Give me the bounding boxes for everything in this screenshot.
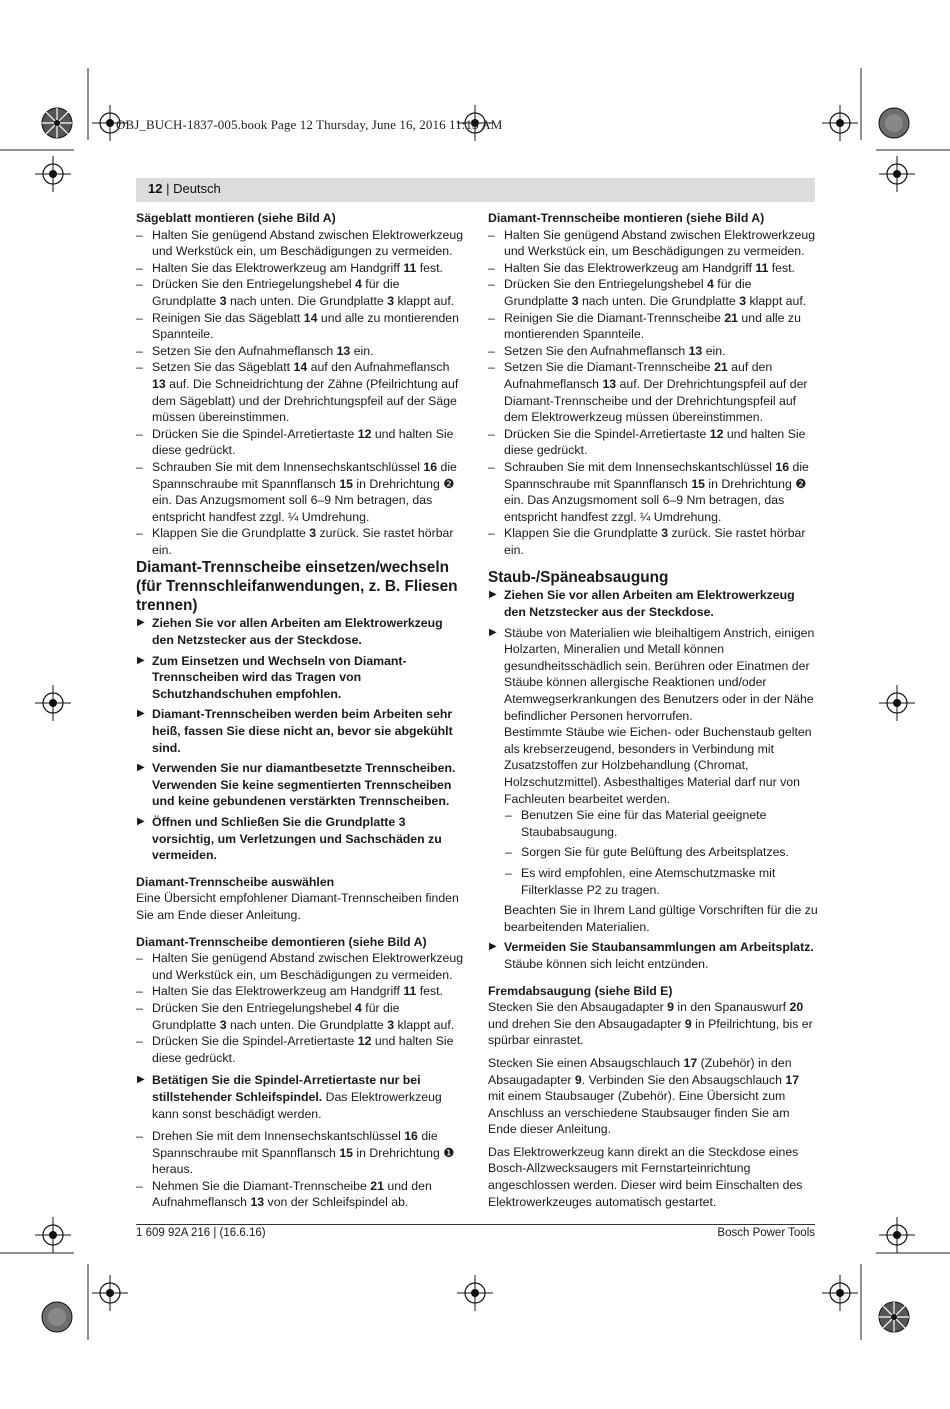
list-item: – Drücken Sie die Spindel-Arretiertaste 12 und halten Sie diese gedrückt. (136, 426, 466, 459)
page-number: 12 (148, 181, 163, 196)
list-item: – Setzen Sie das Sägeblatt 14 auf den Aufnahmeflansch 13 auf. Die Schneidrichtung der Zähne (Pfeilrichtung auf dem Sägeblatt) und der Drehrichtungspfeil auf der Säge müssen übereinstimmen. (136, 359, 466, 425)
triangle-right-icon: ▶ (489, 626, 497, 638)
list-item: – Setzen Sie die Diamant-Trennscheibe 21 auf den Aufnahmeflansch 13 auf. Der Drehrichtungspfeil auf der Diamant-Trennscheibe und der Drehrichtungspfeil auf dem Elektrowerkzeug müssen übereinstimmen. (488, 359, 818, 425)
warning-item: ▶ Ziehen Sie vor allen Arbeiten am Elektrowerkzeug den Netzstecker aus der Steckdose. (137, 616, 443, 648)
crosshair-registration-icon (455, 1273, 495, 1313)
warning-item: ▶ Zum Einsetzen und Wechseln von Diamant-Trennscheiben wird das Tragen von Schutzhandschuhen empfohlen. (137, 653, 407, 701)
warning-item: ▶ Stäube von Materialien wie bleihaltigem Anstrich, einigen Holzarten, Mineralien und Metall können gesundheitsschädlich sein. Berühren oder Einatmen der Stäube können allergische Reaktionen und/oder Atemwegserkrankungen des Benutzers oder in der Nähe befindlicher Personen hervorrufen. Bestimmte Stäube wie Eichen- oder Buchenstaub gelten als krebserzeugend, besonders in Verbindung mit Zusatzstoffen zur Holzbehandlung (Chromat, Holzschutzmittel). Asbesthaltiges Material darf nur von Fachleuten bearbeitet werden. – Benutzen Sie eine für das Material geeignete Staubabsaugung. – Sorgen Sie für gute Belüftung des Arbeitsplatzes. – Es wird empfohlen, eine Atemschutzmaske mit Filterklasse P2 zu tragen. Beachten Sie in Ihrem Land gültige Vorschriften für die zu bearbeitenden Materialien. (488, 625, 818, 936)
crosshair-registration-icon (877, 154, 917, 194)
list-item: – Es wird empfohlen, eine Atemschutzmaske mit Filterklasse P2 zu tragen. (505, 865, 818, 898)
warning-item: ▶ Diamant-Trennscheiben werden beim Arbeiten sehr heiß, fassen Sie diese nicht an, bevor sie abgekühlt sind. (137, 707, 453, 755)
list-item: – Drücken Sie die Spindel-Arretiertaste 12 und halten Sie diese gedrückt. (488, 426, 818, 459)
warning-list (488, 587, 818, 972)
sub-list (505, 807, 818, 898)
warning-item: ▶ Öffnen und Schließen Sie die Grundplatte 3 vorsichtig, um Verletzungen und Sachschäden zu vermeiden. (137, 815, 442, 863)
list-item: – Setzen Sie den Aufnahmeflansch 13 ein. (136, 343, 466, 360)
list-item: – Schrauben Sie mit dem Innensechskantschlüssel 16 die Spannschraube mit Spannflansch 15 in Drehrichtung ❷ ein. Das Anzugsmoment soll 6–9 Nm betragen, das entspricht handfest zzgl. ¼ Umdrehung. (136, 459, 466, 525)
paragraph: Stecken Sie einen Absaugschlauch 17 (Zubehör) in den Absaugadapter 9. Verbinden Sie den Absaugschlauch 17 mit einem Staubsauger (Zubehör). Eine Übersicht zum Anschluss an verschiedene Staubsauger finden Sie am Ende dieser Anleitung. (488, 1055, 800, 1137)
triangle-right-icon: ▶ (137, 816, 145, 827)
footer-rule (136, 1224, 815, 1225)
crosshair-registration-icon (33, 154, 73, 194)
step-list (488, 227, 818, 559)
triangle-right-icon: ▶ (137, 617, 145, 629)
halftone-target-icon (40, 1300, 74, 1334)
list-item: – Halten Sie genügend Abstand zwischen Elektrowerkzeug und Werkstück ein, um Beschädigungen zu vermeiden. (136, 227, 466, 260)
warning-list (136, 615, 466, 863)
list-item: – Reinigen Sie die Diamant-Trennscheibe 21 und alle zu montierenden Spannteile. (488, 310, 818, 343)
right-column (488, 210, 818, 1210)
list-item: – Drücken Sie den Entriegelungshebel 4 für die Grundplatte 3 nach unten. Die Grundplatte 3 klappt auf. (136, 1000, 466, 1033)
list-item: – Drücken Sie den Entriegelungshebel 4 für die Grundplatte 3 nach unten. Die Grundplatte 3 klappt auf. (136, 276, 466, 309)
section-heading: Diamant-Trennscheibe einsetzen/wechseln (für Trennschleifanwendungen, z. B. Fliesen trennen) (136, 559, 458, 615)
crosshair-registration-icon (877, 1215, 917, 1255)
section-title: Diamant-Trennscheibe demontieren (siehe Bild A) (136, 934, 427, 949)
crosshair-registration-icon (90, 1273, 130, 1313)
header-language: Deutsch (173, 181, 221, 196)
list-item: – Halten Sie das Elektrowerkzeug am Handgriff 11 fest. (488, 260, 818, 277)
section-title: Diamant-Trennscheibe auswählen (136, 874, 335, 889)
list-item: – Halten Sie genügend Abstand zwischen Elektrowerkzeug und Werkstück ein, um Beschädigungen zu vermeiden. (488, 227, 818, 260)
list-item: – Klappen Sie die Grundplatte 3 zurück. Sie rastet hörbar ein. (488, 525, 818, 558)
footer-brand: Bosch Power Tools (717, 1227, 815, 1239)
list-item: – Halten Sie genügend Abstand zwischen Elektrowerkzeug und Werkstück ein, um Beschädigungen zu vermeiden. (136, 950, 466, 983)
halftone-target-icon (40, 106, 74, 140)
warning-text: Das Elektrowerkzeug kann sonst beschädigt werden. (152, 1089, 442, 1121)
triangle-right-icon: ▶ (137, 654, 145, 666)
header-separator: | (162, 181, 174, 196)
list-item: – Drehen Sie mit dem Innensechskantschlüssel 16 die Spannschraube mit Spannflansch 15 in Drehrichtung ❶ heraus. (136, 1128, 466, 1178)
triangle-right-icon: ▶ (489, 941, 497, 953)
section-title: Diamant-Trennscheibe montieren (siehe Bild A) (488, 211, 765, 225)
list-item: – Drücken Sie den Entriegelungshebel 4 für die Grundplatte 3 nach unten. Die Grundplatte 3 klappt auf. (488, 276, 818, 309)
step-list (136, 1128, 466, 1211)
list-item: – Halten Sie das Elektrowerkzeug am Handgriff 11 fest. (136, 260, 466, 277)
list-item: – Nehmen Sie die Diamant-Trennscheibe 21 und den Aufnahmeflansch 13 von der Schleifspindel ab. (136, 1178, 466, 1211)
triangle-right-icon: ▶ (137, 1074, 145, 1086)
footer-doc-id: 1 609 92A 216 | (16.6.16) (136, 1227, 266, 1239)
list-item: – Reinigen Sie das Sägeblatt 14 und alle zu montierenden Spannteile. (136, 310, 466, 343)
crosshair-registration-icon (820, 1273, 860, 1313)
step-list (136, 227, 466, 559)
warning-item (136, 1072, 466, 1122)
print-slug: OBJ_BUCH-1837-005.book Page 12 Thursday, June 16, 2016 11:13 AM (116, 117, 503, 132)
crosshair-registration-icon (33, 683, 73, 723)
section-title: Fremdabsaugung (siehe Bild E) (488, 983, 673, 998)
triangle-right-icon: ▶ (489, 589, 497, 601)
warning-bold: Betätigen Sie die Spindel-Arretiertaste nur bei stillstehender Schleifspindel. (152, 1073, 421, 1104)
triangle-right-icon: ▶ (137, 762, 145, 774)
paragraph: Stecken Sie den Absaugadapter 9 in den Spanauswurf 20 und drehen Sie den Absaugadapter 9 in Pfeilrichtung, bis er spürbar einrastet. (488, 1000, 813, 1048)
left-column (136, 210, 466, 1211)
list-item: – Benutzen Sie eine für das Material geeignete Staubabsaugung. (505, 807, 818, 840)
paragraph: Das Elektrowerkzeug kann direkt an die Steckdose eines Bosch-Allzwecksaugers mit Fernstarteinrichtung angeschlossen werden. Dieser wird beim Einschalten des Elektrowerkzeuges automatisch gestartet. (488, 1144, 803, 1209)
list-item: – Sorgen Sie für gute Belüftung des Arbeitsplatzes. (505, 844, 818, 861)
section-heading: Staub-/Späneabsaugung (488, 569, 669, 587)
list-item: – Schrauben Sie mit dem Innensechskantschlüssel 16 die Spannschraube mit Spannflansch 15 in Drehrichtung ❷ ein. Das Anzugsmoment soll 6–9 Nm betragen, das entspricht handfest zzgl. ¼ Umdrehung. (488, 459, 818, 525)
warning-list (136, 1072, 466, 1122)
warning-item: ▶ Verwenden Sie nur diamantbesetzte Trennscheiben. Verwenden Sie keine segmentierten Trennscheiben und keine gebundenen verstärkten Trennscheiben. (137, 761, 456, 809)
page-header (136, 178, 815, 202)
section-title: Sägeblatt montieren (siehe Bild A) (136, 211, 336, 225)
list-item: – Klappen Sie die Grundplatte 3 zurück. Sie rastet hörbar ein. (136, 525, 466, 558)
crosshair-registration-icon (33, 1215, 73, 1255)
warning-item: ▶ Vermeiden Sie Staubansammlungen am Arbeitsplatz. Stäube können sich leicht entzünden. (489, 940, 814, 971)
list-item: – Drücken Sie die Spindel-Arretiertaste 12 und halten Sie diese gedrückt. (136, 1033, 466, 1066)
paragraph: Eine Übersicht empfohlener Diamant-Trennscheiben finden Sie am Ende dieser Anleitung. (136, 891, 459, 922)
step-list (136, 950, 466, 1066)
halftone-target-icon (877, 1300, 911, 1334)
crosshair-registration-icon (877, 683, 917, 723)
triangle-right-icon: ▶ (137, 708, 145, 720)
list-item: – Halten Sie das Elektrowerkzeug am Handgriff 11 fest. (136, 983, 466, 1000)
crosshair-registration-icon (820, 103, 860, 143)
warning-item: ▶ Ziehen Sie vor allen Arbeiten am Elektrowerkzeug den Netzstecker aus der Steckdose. (489, 588, 795, 620)
list-item: – Setzen Sie den Aufnahmeflansch 13 ein. (488, 343, 818, 360)
halftone-target-icon (877, 106, 911, 140)
